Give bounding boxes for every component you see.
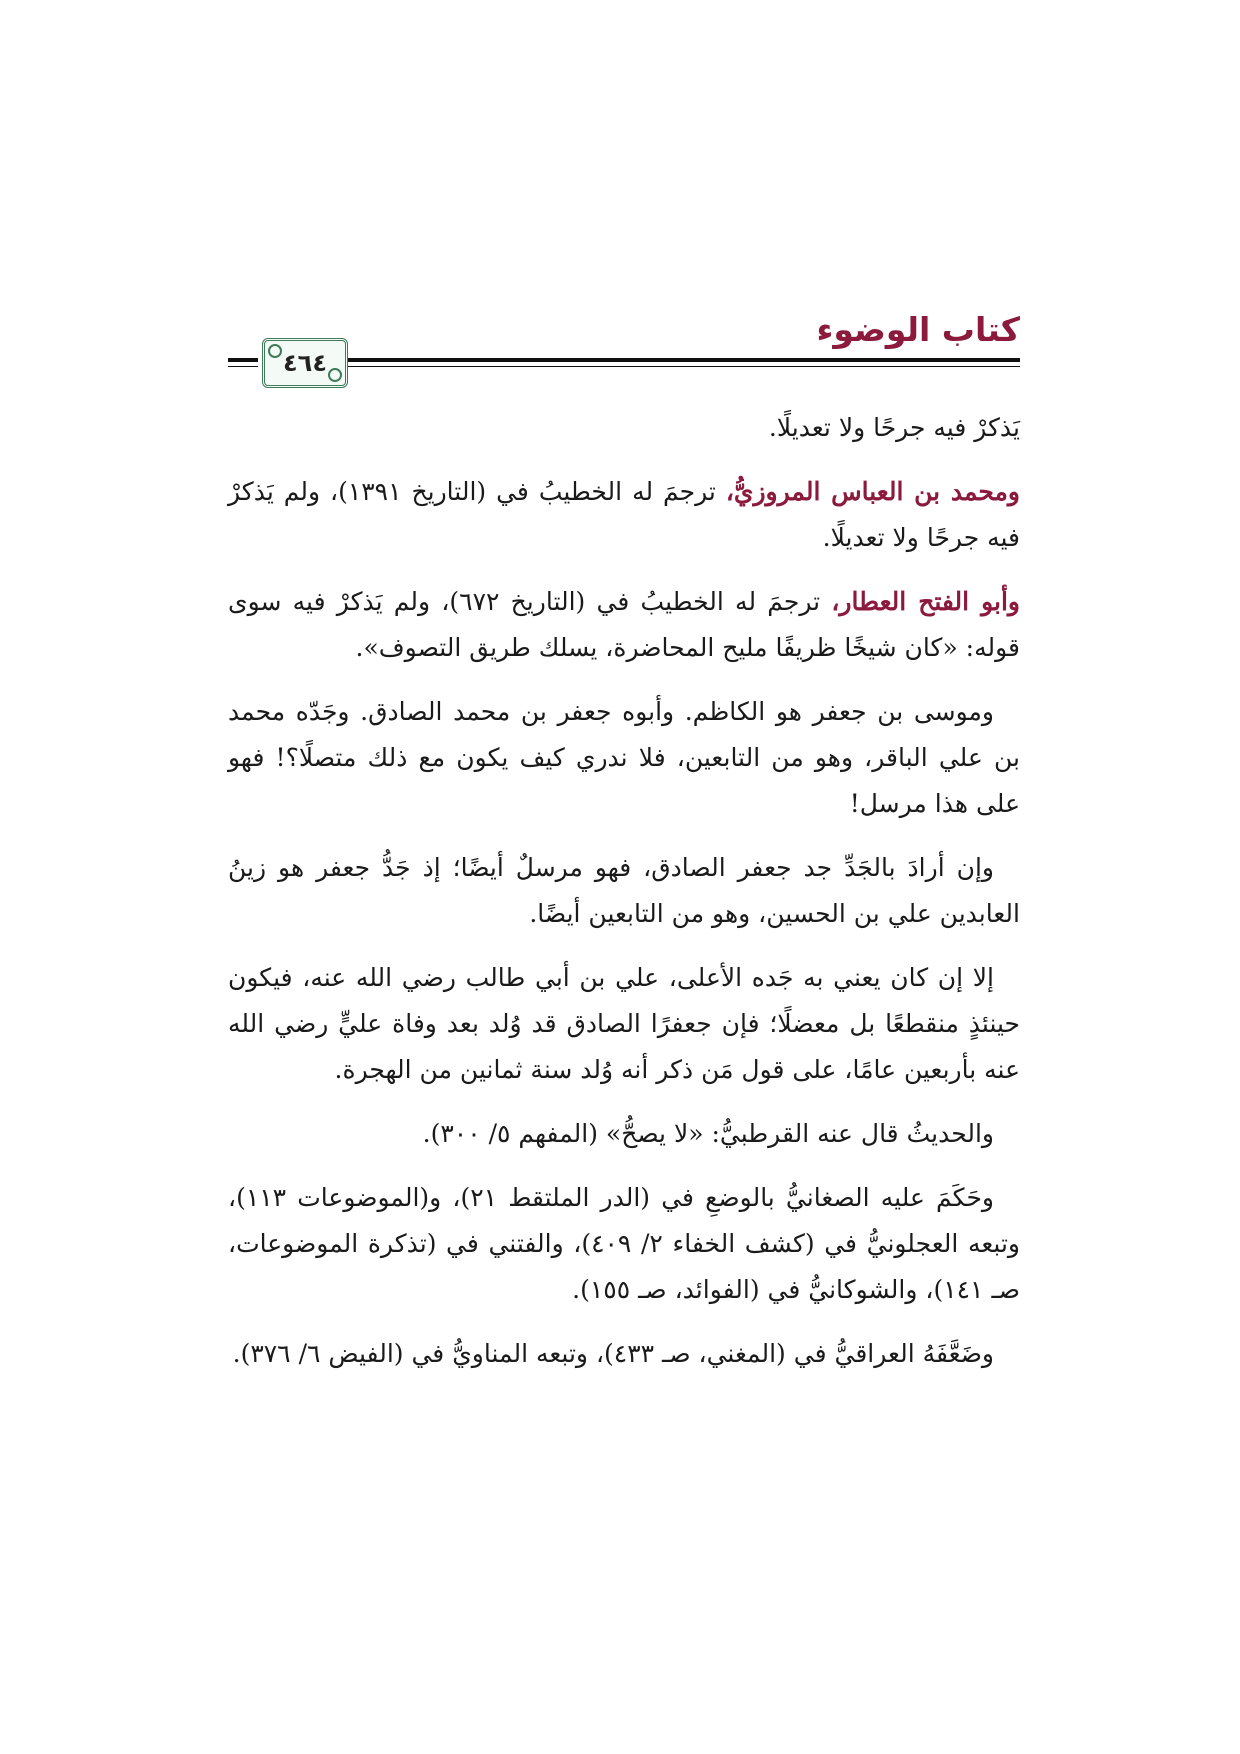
page-number: ٤٦٤	[283, 349, 327, 377]
paragraph	[228, 955, 1020, 1093]
narrator-name: وأبو الفتح العطار،	[831, 587, 1020, 616]
header-rule-left-thick	[228, 358, 258, 362]
paragraph-text: والحديثُ قال عنه القرطبيُّ: «لا يصحُّ» (المفهم ٥/ ٣٠٠).	[422, 1119, 994, 1148]
paragraph-text: وموسى بن جعفر هو الكاظم. وأبوه جعفر بن محمد الصادق. وجَدّه محمد بن علي الباقر، وهو من التابعين، فلا ندري كيف يكون مع ذلك متصلًا؟! فهو على هذا مرسل!	[228, 697, 1020, 818]
header-rule-left-thin	[228, 366, 258, 367]
paragraph	[228, 469, 1020, 561]
paragraph-text: إلا إن كان يعني به جَده الأعلى، علي بن أبي طالب رضي الله عنه، فيكون حينئذٍ منقطعًا بل معضلًا؛ فإن جعفرًا الصادق قد وُلد بعد وفاة عليٍّ رضي الله عنه بأربعين عامًا، على قول مَن ذكر أنه وُلد سنة ثمانين من الهجرة.	[228, 963, 1020, 1084]
paragraph	[228, 1331, 1020, 1377]
page-header	[228, 300, 1020, 392]
paragraph-text: يَذكرْ فيه جرحًا ولا تعديلًا.	[768, 413, 1020, 442]
header-rule-thin	[348, 366, 1020, 367]
paragraph	[228, 1111, 1020, 1157]
paragraph	[228, 845, 1020, 937]
paragraph-text: وحَكَمَ عليه الصغانيُّ بالوضعِ في (الدر الملتقط ٢١)، و(الموضوعات ١١٣)، وتبعه العجلونيُّ في (كشف الخفاء ٢/ ٤٠٩)، والفتني في (تذكرة الموضوعات، صـ ١٤١)، والشوكانيُّ في (الفوائد، صـ ١٥٥).	[228, 1183, 1020, 1304]
book-title: كتاب الوضوء	[816, 310, 1020, 349]
page-body	[228, 405, 1020, 1395]
narrator-name: ومحمد بن العباس المروزيُّ،	[725, 477, 1020, 506]
paragraph-text: ترجمَ له الخطيبُ في (التاريخ ١٣٩١)، ولم يَذكرْ فيه جرحًا ولا تعديلًا.	[228, 477, 1020, 552]
header-rule-thick	[348, 358, 1020, 362]
paragraph	[228, 405, 1020, 451]
paragraph-text: وإن أرادَ بالجَدِّ جد جعفر الصادق، فهو مرسلٌ أيضًا؛ إذ جَدُّ جعفر هو زينُ العابدين علي بن الحسين، وهو من التابعين أيضًا.	[228, 853, 1020, 928]
paragraph-text: ترجمَ له الخطيبُ في (التاريخ ٦٧٢)، ولم يَذكرْ فيه سوى قوله: «كان شيخًا ظريفًا مليح المحاضرة، يسلك طريق التصوف».	[228, 587, 1020, 662]
paragraph-text: وضَعَّفَهُ العراقيُّ في (المغني، صـ ٤٣٣)، وتبعه المناويُّ في (الفيض ٦/ ٣٧٦).	[232, 1339, 994, 1368]
paragraph	[228, 1175, 1020, 1313]
paragraph	[228, 579, 1020, 671]
paragraph	[228, 689, 1020, 827]
page-number-badge	[262, 338, 348, 388]
